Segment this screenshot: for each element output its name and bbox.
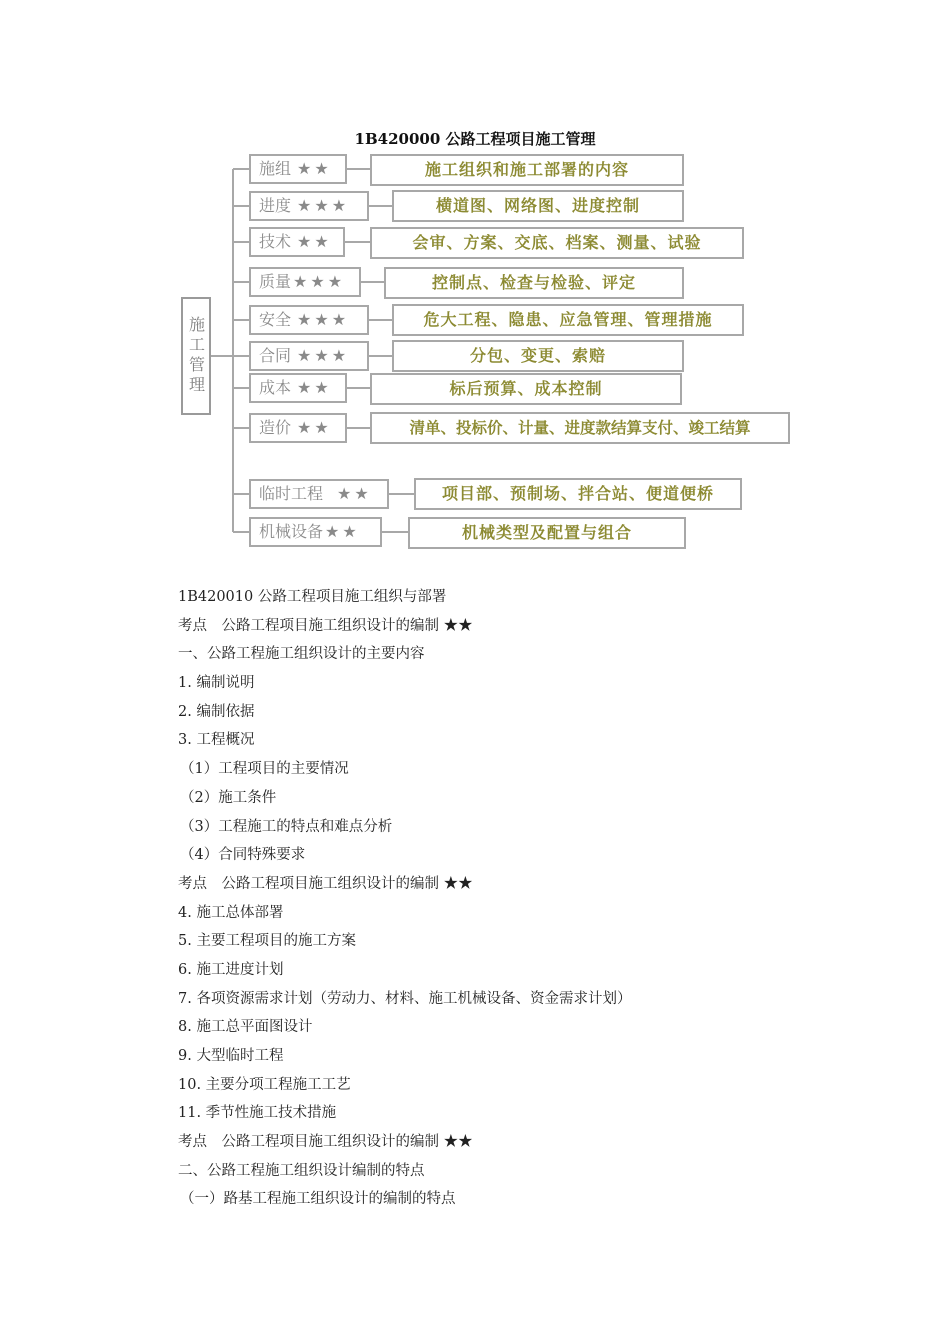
category-node [249,227,345,257]
list-item: 5. 主要工程项目的施工方案 [178,933,356,950]
topic-label: 项目部、预制场、拌合站、便道便桥 [441,484,714,503]
topic-node [370,412,790,444]
category-node [249,479,389,509]
exam-point: 考点 公路工程项目施工组织设计的编制 ★★ [178,1134,473,1151]
topic-label: 横道图、网络图、进度控制 [435,196,640,215]
topic-node [392,304,744,336]
topic-label: 会审、方案、交底、档案、测量、试验 [412,233,702,252]
category-node [249,191,369,221]
list-item: 9. 大型临时工程 [178,1048,284,1064]
category-label: 临时工程 [259,484,324,503]
root-node-label: 施工管理 [186,316,206,396]
category-label: 技术 [259,232,292,251]
topic-node [408,517,686,549]
list-item: 6. 施工进度计划 [178,961,284,978]
category-label: 机械设备 [259,522,324,541]
category-node [249,154,347,184]
root-node [181,297,211,415]
category-node [249,305,369,335]
star-rating: ★★★ [297,310,350,329]
topic-node [370,154,684,186]
exam-point: 考点 公路工程项目施工组织设计的编制 ★★ [178,617,473,634]
topic-label: 控制点、检查与检验、评定 [431,273,636,292]
star-rating: ★★ [297,418,332,437]
category-node [249,341,369,371]
topic-node [414,478,742,510]
category-node [249,517,382,547]
section-heading: 二、公路工程施工组织设计编制的特点 [178,1162,425,1179]
list-item: 8. 施工总平面图设计 [178,1019,313,1036]
category-label: 质量 [259,272,292,291]
list-item: 7. 各项资源需求计划（劳动力、材料、施工机械设备、资金需求计划） [178,990,632,1007]
category-label: 进度 [259,196,292,215]
list-item: （2）施工条件 [180,789,277,806]
list-item: 10. 主要分项工程施工工艺 [178,1076,351,1093]
exam-point: 考点 公路工程项目施工组织设计的编制 ★★ [178,875,473,892]
category-label: 合同 [259,346,292,365]
topic-label: 施工组织和施工部署的内容 [424,160,629,179]
topic-node [384,267,684,299]
star-rating: ★★★ [297,196,350,215]
category-node [249,413,347,443]
list-item: 1. 编制说明 [178,675,255,692]
topic-label: 标后预算、成本控制 [449,379,603,398]
topic-node [370,373,682,405]
section-heading: 一、公路工程施工组织设计的主要内容 [178,646,425,663]
star-rating: ★★ [325,522,360,541]
star-rating: ★★ [297,159,332,178]
star-rating: ★★ [297,378,332,397]
category-label: 施组 [259,159,292,178]
list-item: （4）合同特殊要求 [180,847,306,864]
category-node [249,267,361,297]
topic-node [370,227,744,259]
list-item: （3）工程施工的特点和难点分析 [180,818,393,835]
list-item: （1）工程项目的主要情况 [180,761,349,778]
category-label: 安全 [259,310,292,329]
star-rating: ★★★ [297,346,350,365]
list-item: 11. 季节性施工技术措施 [178,1105,337,1122]
category-node [249,373,347,403]
category-label: 造价 [259,418,292,437]
star-rating: ★★ [297,232,332,251]
list-item: 4. 施工总体部署 [178,904,284,921]
document-body [178,583,878,1214]
category-label: 成本 [259,378,292,397]
star-rating: ★★★ [293,272,346,291]
topic-node [392,340,684,372]
topic-label: 机械类型及配置与组合 [461,523,632,542]
page-title: 1B420000 公路工程项目施工管理 [354,130,596,148]
list-item: 2. 编制依据 [178,703,255,720]
topic-label: 分包、变更、索赔 [469,346,606,365]
star-rating: ★★ [337,484,372,503]
topic-label: 危大工程、隐患、应急管理、管理措施 [423,310,713,329]
topic-node [392,190,684,222]
topic-label: 清单、投标价、计量、进度款结算支付、竣工结算 [409,419,751,437]
section-heading: 1B420010 公路工程项目施工组织与部署 [178,589,447,605]
list-item: 3. 工程概况 [178,732,255,749]
section-heading: （一）路基工程施工组织设计的编制的特点 [180,1191,456,1208]
